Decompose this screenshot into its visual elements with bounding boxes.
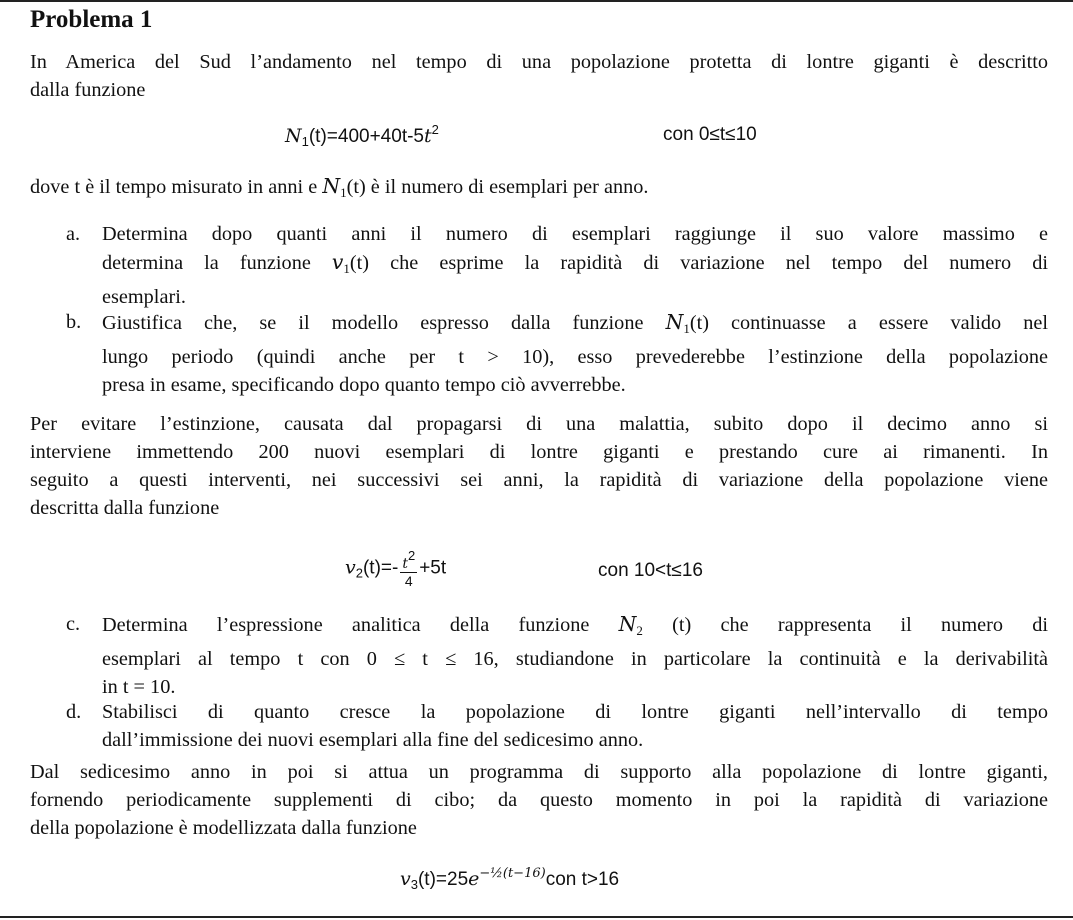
item-b-line-2: lungo periodo (quindi anche per t > 10), esso prevederebbe l’estinzione della popolazione [102,346,1048,368]
item-d-line-2: dall’immissione dei nuovi esemplari alla fine del sedicesimo anno. [102,729,644,751]
formula-n1-exp: 2 [431,122,439,137]
item-d-label: d. [66,701,82,723]
definition-line [30,172,1048,207]
problem-title: Problema 1 [30,6,153,33]
formula-n1-sub: 1 [301,134,309,149]
item-b-line-3: presa in esame, specificando dopo quanto tempo ciò avverrebbe. [102,374,626,396]
paragraph-3-line-2: fornendo periodicamente supplementi di cibo; da questo momento in poi la rapidità di variazione [30,789,1048,811]
formula-v2-num-exp: 2 [407,548,416,563]
formula-v3-base: e [468,868,480,890]
item-b-line-1 [102,308,1048,343]
intro-line-1: In America del Sud l’andamento nel tempo di una popolazione protetta di lontre giganti è descritto [30,51,1048,73]
item-c-var: N [618,612,637,636]
item-a-line-2-pre: determina la funzione [102,252,332,274]
formula-v3-var: v [400,868,411,890]
top-rule [0,0,1073,2]
item-a-line-1: Determina dopo quanti anni il numero di esemplari raggiunge il suo valore massimo e [102,223,1048,245]
item-a-line-2-post: (t) che esprime la rapidità di variazione nel tempo del numero di [349,252,1049,274]
definition-sub: 1 [340,185,347,200]
paragraph-2-line-4: descritta dalla funzione [30,497,220,519]
item-b-var: N [665,310,684,334]
intro-line-2: dalla funzione [30,79,146,101]
formula-v2-num-var: t [402,556,408,572]
definition-post: (t) è il numero di esemplari per anno. [346,176,649,198]
formula-v2-den: 4 [404,573,413,589]
formula-n1-expr: (t)=400+40t-5 [308,126,424,147]
formula-v3-condition: con t>16 [545,869,620,890]
paragraph-3-line-1: Dal sedicesimo anno in poi si attua un programma di supporto alla popolazione di lontre giganti, [30,761,1048,783]
definition-var: N [322,174,341,198]
item-a [66,220,1048,311]
item-a-label: a. [66,223,81,245]
formula-v2-var: v [345,556,356,579]
item-c-line-2: esemplari al tempo t con 0 ≤ t ≤ 16, studiandone in particolare la continuità e la derivabilità [102,648,1048,670]
paragraph-3 [30,758,1048,842]
item-a-sub: 1 [343,261,350,276]
item-c-label: c. [66,613,81,635]
item-c-sub: 2 [636,623,643,638]
item-b [66,308,1048,399]
definition-pre: dove t è il tempo misurato in anni e [30,176,323,198]
item-d [66,698,1048,754]
formula-n1-tvar: t [424,125,432,147]
paragraph-2 [30,410,1048,522]
paragraph-3-line-3: della popolazione è modellizzata dalla funzione [30,817,417,839]
paragraph-2-line-3: seguito a questi interventi, nei successivi sei anni, la rapidità di variazione della popolazione viene [30,469,1048,491]
formula-v3-eq: (t)=25 [417,869,469,890]
formula-n1-condition: con 0≤t≤10 [663,124,757,145]
item-c-line-1-post: (t) che rappresenta il numero di [642,614,1048,636]
intro-paragraph [30,48,1048,104]
formula-v2-condition: con 10<t≤16 [598,560,703,581]
formula-v3-sub: 3 [410,877,418,892]
item-c-line-3: in t = 10. [102,676,176,698]
formula-v3 [400,866,619,892]
formula-v2-eq: (t)=- [362,557,399,579]
formula-v3-exp: −½(t−16) [479,866,546,881]
item-b-line-1-post: (t) continuasse a essere valido nel [689,312,1048,334]
paragraph-2-line-1: Per evitare l’estinzione, causata dal propagarsi di una malattia, subito dopo il decimo anno si [30,413,1048,435]
formula-n1-var: N [285,125,302,147]
bottom-rule [0,916,1073,918]
formula-v2-sub: 2 [355,565,363,581]
item-c-line-1-pre: Determina l’espressione analitica della funzione [102,614,619,636]
item-b-label: b. [66,311,82,333]
item-c [66,610,1048,701]
item-b-sub: 1 [683,321,690,336]
item-b-line-1-pre: Giustifica che, se il modello espresso dalla funzione [102,312,666,334]
item-a-var: v [331,250,344,274]
formula-n1 [285,122,439,149]
paragraph-2-line-2: interviene immettendo 200 nuovi esemplari di lontre giganti e prestando cure ai rimanenti. In [30,441,1048,463]
item-d-line-1: Stabilisci di quanto cresce la popolazione di lontre giganti nell’intervallo di tempo [102,701,1048,723]
item-c-line-1 [102,610,1048,645]
item-a-line-2 [102,248,1048,283]
item-a-line-3: esemplari. [102,286,186,308]
formula-v2 [345,548,446,589]
formula-v2-fraction [400,548,417,589]
formula-v2-tail: +5t [419,557,447,579]
